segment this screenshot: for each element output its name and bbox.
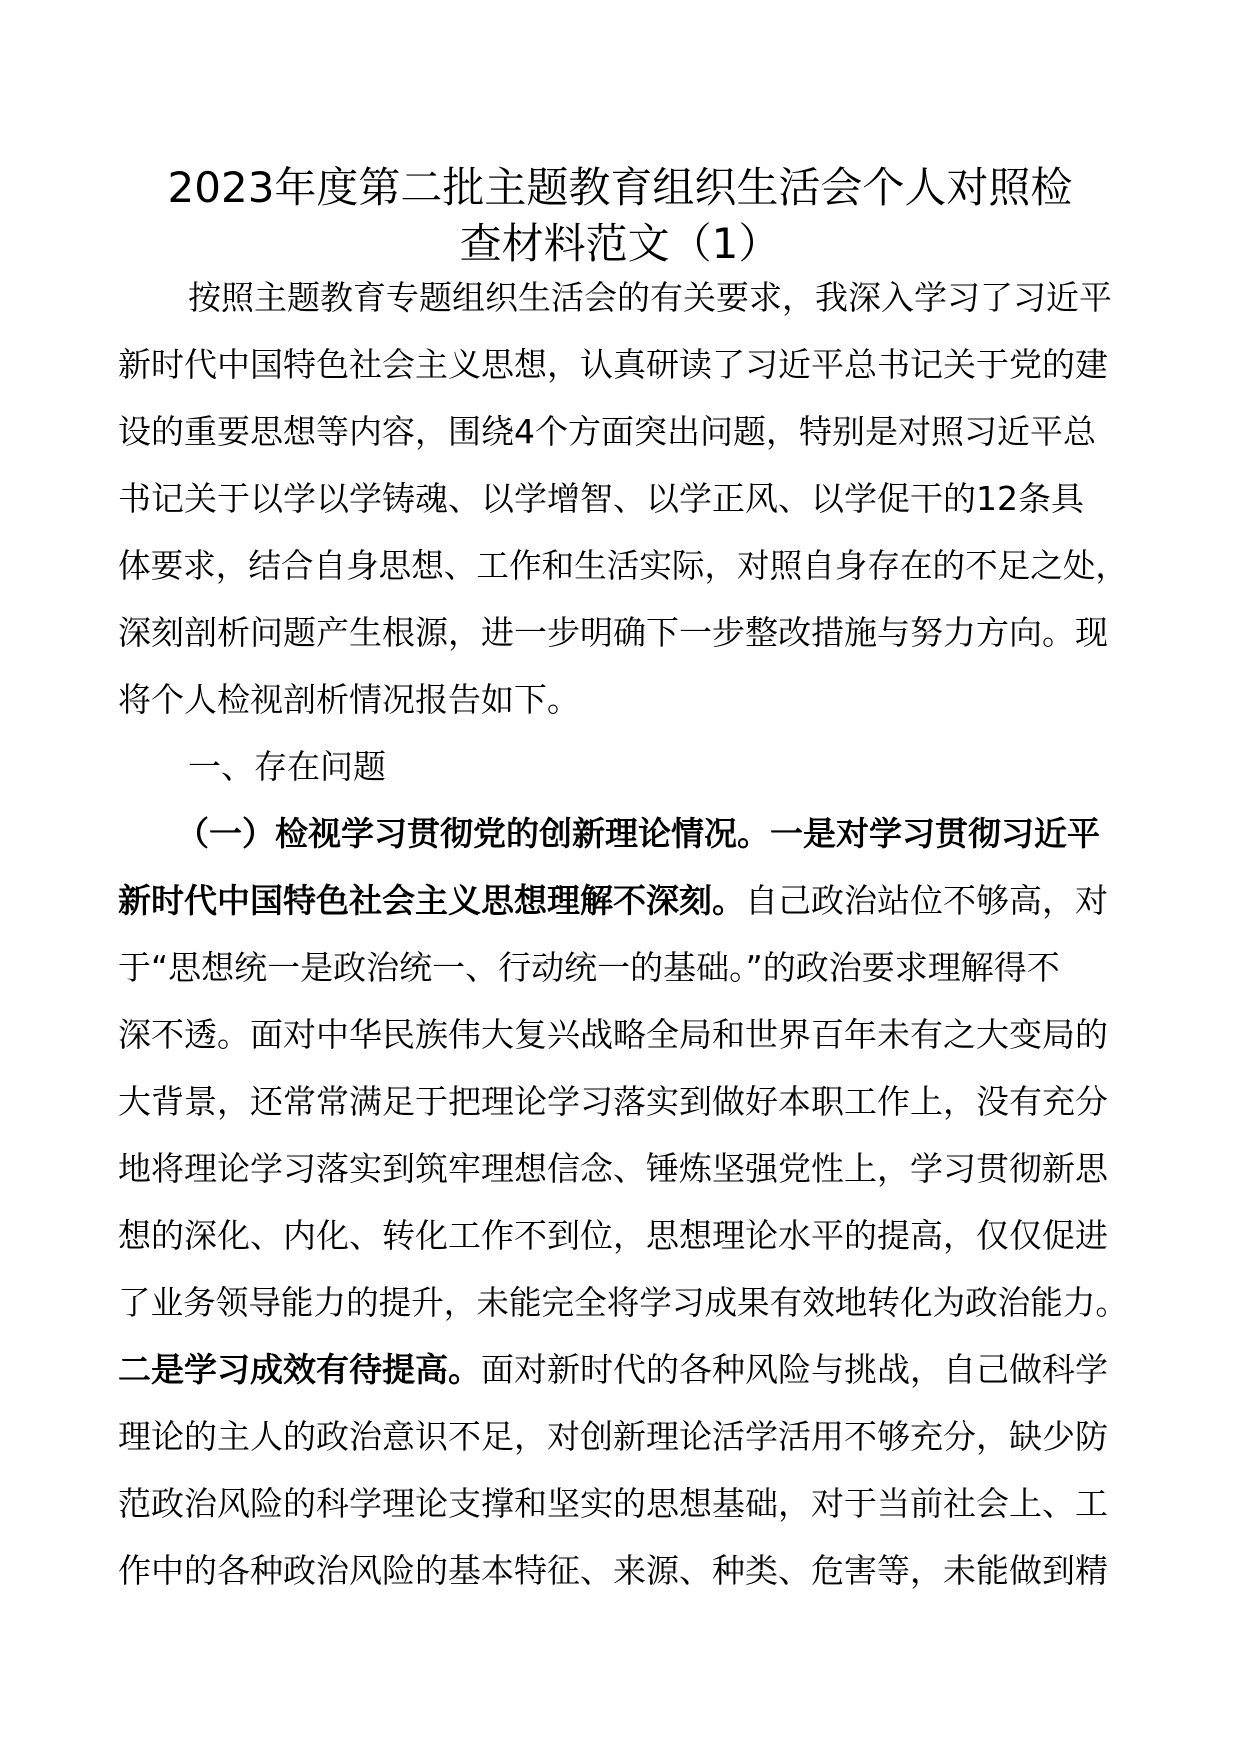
text-run: 了业务领导能力的提升，未能完全将学习成果有效地转化为政治能力。 [118,1283,1129,1322]
text-run: 深不透。面对中华民族伟大复兴战略全局和世界百年未有之大变局的 [118,1015,1108,1054]
body-line [118,264,1128,331]
body-line [118,1537,1128,1604]
body-line [118,733,1128,800]
text-run: 按照主题教育专题组织生活会的有关要求，我深入学习了习近平 [188,278,1112,317]
text-run: 于“思想统一是政治统一、行动统一的基础。”的政治要求理解得不 [118,948,1060,987]
body-line [118,465,1128,532]
text-run: 深刻剖析问题产生根源，进一步明确下一步整改措施与努力方向。现 [118,613,1108,652]
body-line [118,1269,1129,1336]
text-run: 设的重要思想等内容，围绕4个方面突出问题，特别是对照习近平总 [118,412,1096,451]
text-run: 自己政治站位不够高，对 [745,881,1108,920]
title-line-1: 2023年度第二批主题教育组织生活会个人对照检 [167,163,1073,212]
body-line [118,1001,1128,1068]
body-line [118,1403,1128,1470]
body-line [118,532,1129,599]
text-run: 将个人检视剖析情况报告如下。 [118,680,580,719]
bold-text: 新时代中国特色社会主义思想理解不深刻。 [118,881,745,920]
text-run: 作中的各种政治风险的基本特征、来源、种类、危害等，未能做到精 [118,1551,1108,1590]
body-line [118,1135,1128,1202]
text-run: 想的深化、内化、转化工作不到位，思想理论水平的提高，仅仅促进 [118,1216,1108,1255]
document-body [118,264,1128,1604]
body-line [118,867,1128,934]
body-line [118,1336,1128,1403]
text-run: 体要求，结合自身思想、工作和生活实际，对照自身存在的不足之处， [118,546,1129,585]
text-run: 书记关于以学以学铸魂、以学增智、以学正风、以学促干的12条具 [118,479,1084,518]
text-run: 新时代中国特色社会主义思想，认真研读了习近平总书记关于党的建 [118,345,1108,384]
bold-text: （一）检视学习贯彻党的创新理论情况。一是对学习贯彻习近平 [176,814,1100,853]
body-line [118,1068,1128,1135]
body-line [118,398,1128,465]
text-run: 一、存在问题 [188,747,386,786]
body-line [118,800,1128,867]
body-line [118,331,1128,398]
text-run: 理论的主人的政治意识不足，对创新理论活学活用不够充分，缺少防 [118,1417,1108,1456]
text-run: 地将理论学习落实到筑牢理想信念、锤炼坚强党性上，学习贯彻新思 [118,1149,1108,1188]
text-run: 面对新时代的各种风险与挑战，自己做科学 [481,1350,1108,1389]
title-line-2: 查材料范文（1） [459,219,781,268]
body-line [118,1202,1128,1269]
body-line [118,1470,1128,1537]
bold-text: 二是学习成效有待提高。 [118,1350,481,1389]
document-title [120,160,1120,272]
body-line [118,934,1128,1001]
text-run: 范政治风险的科学理论支撑和坚实的思想基础，对于当前社会上、工 [118,1484,1108,1523]
body-line [118,666,1128,733]
text-run: 大背景，还常常满足于把理论学习落实到做好本职工作上，没有充分 [118,1082,1108,1121]
body-line [118,599,1128,666]
